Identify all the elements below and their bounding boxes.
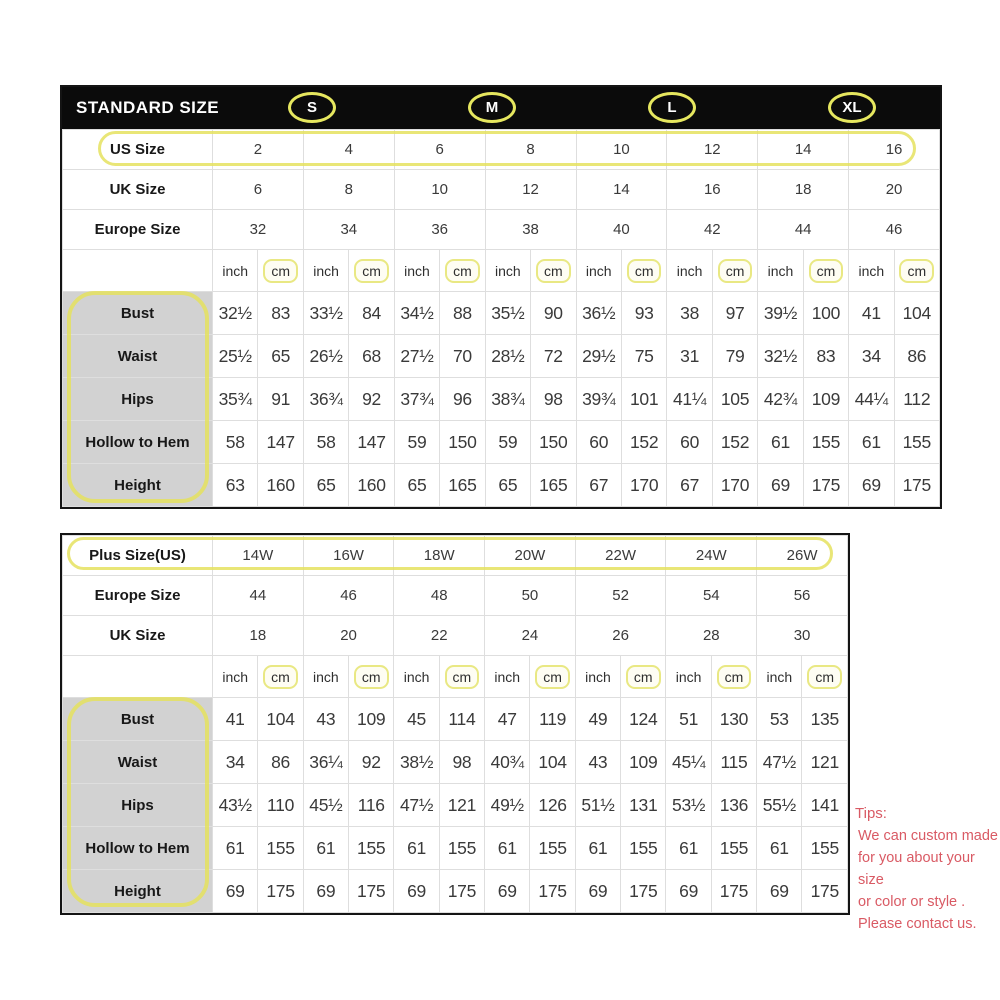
size-value-cell: 4 [303, 130, 394, 170]
measure-value-cell: 150 [531, 421, 576, 464]
measure-value-cell: 155 [621, 827, 666, 870]
size-row-label: UK Size [63, 616, 213, 656]
measure-value-cell: 69 [213, 870, 258, 913]
size-row [63, 536, 848, 576]
cm-unit-cell [894, 250, 939, 292]
measure-value-cell: 34 [849, 335, 894, 378]
size-value-cell: 18 [758, 170, 849, 210]
cm-highlight-box: cm [263, 665, 298, 689]
measure-value-cell: 135 [802, 698, 848, 741]
size-row [63, 210, 940, 250]
measure-value-cell: 58 [213, 421, 258, 464]
measure-row [63, 784, 848, 827]
measure-value-cell: 61 [394, 827, 439, 870]
size-value-cell: 30 [757, 616, 848, 656]
size-row-label: Europe Size [63, 210, 213, 250]
size-value-cell: 18W [394, 536, 485, 576]
measure-value-cell: 37¾ [394, 378, 439, 421]
size-value-cell: 14 [758, 130, 849, 170]
measure-value-cell: 175 [439, 870, 484, 913]
measure-value-cell: 124 [621, 698, 666, 741]
measure-value-cell: 110 [258, 784, 303, 827]
measure-value-cell: 175 [802, 870, 848, 913]
measure-row-label: Height [63, 464, 213, 507]
measure-value-cell: 38 [667, 292, 712, 335]
measure-row-label: Waist [63, 335, 213, 378]
unit-row-empty-cell [63, 250, 213, 292]
measure-value-cell: 175 [894, 464, 939, 507]
measure-value-cell: 96 [440, 378, 485, 421]
size-value-cell: 16W [303, 536, 394, 576]
measure-value-cell: 47 [485, 698, 530, 741]
measure-row [63, 698, 848, 741]
measure-value-cell: 109 [621, 741, 666, 784]
measure-value-cell: 39½ [758, 292, 803, 335]
measure-value-cell: 86 [894, 335, 939, 378]
measure-value-cell: 47½ [394, 784, 439, 827]
measure-value-cell: 59 [394, 421, 439, 464]
measure-value-cell: 51½ [575, 784, 620, 827]
measure-value-cell: 91 [258, 378, 303, 421]
measure-value-cell: 136 [711, 784, 756, 827]
cm-highlight-box: cm [535, 665, 570, 689]
measure-value-cell: 69 [394, 870, 439, 913]
measure-row-label: Hips [63, 378, 213, 421]
measure-row-label: Bust [63, 292, 213, 335]
size-value-cell: 50 [485, 576, 576, 616]
measure-value-cell: 51 [666, 698, 711, 741]
size-value-cell: 10 [394, 170, 485, 210]
measure-value-cell: 43½ [213, 784, 258, 827]
measure-value-cell: 88 [440, 292, 485, 335]
unit-row [63, 656, 848, 698]
measure-value-cell: 43 [303, 698, 348, 741]
measure-value-cell: 121 [439, 784, 484, 827]
measure-value-cell: 155 [439, 827, 484, 870]
size-row-label: Europe Size [63, 576, 213, 616]
measure-value-cell: 41¼ [667, 378, 712, 421]
measure-value-cell: 175 [621, 870, 666, 913]
inch-unit-cell: inch [213, 250, 258, 292]
measure-row-label: Bust [63, 698, 213, 741]
cm-highlight-box: cm [536, 259, 571, 283]
measure-value-cell: 126 [530, 784, 575, 827]
measure-value-cell: 69 [757, 870, 802, 913]
measure-value-cell: 47½ [757, 741, 802, 784]
size-value-cell: 14W [213, 536, 304, 576]
inch-unit-cell: inch [394, 250, 439, 292]
size-oval-l: L [648, 92, 696, 123]
inch-unit-cell: inch [666, 656, 711, 698]
cm-highlight-box: cm [354, 259, 389, 283]
size-row [63, 130, 940, 170]
cm-unit-cell [258, 656, 303, 698]
measure-value-cell: 170 [712, 464, 757, 507]
cm-unit-cell [711, 656, 756, 698]
measure-value-cell: 61 [849, 421, 894, 464]
measure-value-cell: 175 [803, 464, 848, 507]
measure-value-cell: 93 [621, 292, 666, 335]
measure-value-cell: 61 [575, 827, 620, 870]
inch-unit-cell: inch [758, 250, 803, 292]
size-value-cell: 10 [576, 130, 667, 170]
cm-unit-cell [712, 250, 757, 292]
tips-line: Please contact us. [858, 916, 977, 932]
measure-value-cell: 69 [666, 870, 711, 913]
tips-note [855, 803, 1000, 935]
measure-value-cell: 55½ [757, 784, 802, 827]
size-value-cell: 56 [757, 576, 848, 616]
inch-unit-cell: inch [667, 250, 712, 292]
measure-value-cell: 160 [258, 464, 303, 507]
measure-row-label: Hollow to Hem [63, 827, 213, 870]
measure-value-cell: 53½ [666, 784, 711, 827]
cm-unit-cell [258, 250, 303, 292]
measure-value-cell: 61 [666, 827, 711, 870]
size-value-cell: 6 [213, 170, 304, 210]
measure-value-cell: 165 [531, 464, 576, 507]
tips-line: We can custom made [858, 828, 998, 844]
unit-row [63, 250, 940, 292]
measure-value-cell: 40¾ [485, 741, 530, 784]
size-row [63, 576, 848, 616]
measure-value-cell: 83 [258, 292, 303, 335]
measure-value-cell: 160 [349, 464, 394, 507]
cm-unit-cell [349, 656, 394, 698]
size-value-cell: 22 [394, 616, 485, 656]
inch-unit-cell: inch [485, 250, 530, 292]
measure-value-cell: 101 [621, 378, 666, 421]
measure-value-cell: 155 [349, 827, 394, 870]
measure-value-cell: 26½ [303, 335, 348, 378]
size-oval-s: S [288, 92, 336, 123]
measure-value-cell: 65 [485, 464, 530, 507]
measure-value-cell: 109 [803, 378, 848, 421]
measure-value-cell: 92 [349, 741, 394, 784]
measure-row-label: Waist [63, 741, 213, 784]
cm-highlight-box: cm [626, 665, 661, 689]
measure-value-cell: 27½ [394, 335, 439, 378]
measure-value-cell: 90 [531, 292, 576, 335]
cm-highlight-box: cm [354, 665, 389, 689]
measure-value-cell: 34 [213, 741, 258, 784]
size-value-cell: 16 [849, 130, 940, 170]
size-value-cell: 44 [213, 576, 304, 616]
cm-unit-cell [621, 250, 666, 292]
measure-value-cell: 28½ [485, 335, 530, 378]
standard-size-grid [62, 129, 940, 507]
size-value-cell: 16 [667, 170, 758, 210]
measure-value-cell: 130 [711, 698, 756, 741]
size-oval-xl: XL [828, 92, 876, 123]
measure-row [63, 335, 940, 378]
cm-highlight-box: cm [807, 665, 842, 689]
inch-unit-cell: inch [213, 656, 258, 698]
measure-value-cell: 155 [802, 827, 848, 870]
measure-value-cell: 36¾ [303, 378, 348, 421]
size-value-cell: 36 [394, 210, 485, 250]
measure-row [63, 870, 848, 913]
size-value-cell: 24 [485, 616, 576, 656]
tips-title: Tips: [855, 805, 887, 822]
size-value-cell: 54 [666, 576, 757, 616]
measure-value-cell: 29½ [576, 335, 621, 378]
measure-value-cell: 45½ [303, 784, 348, 827]
size-value-cell: 48 [394, 576, 485, 616]
size-value-cell: 6 [394, 130, 485, 170]
measure-value-cell: 33½ [303, 292, 348, 335]
size-value-cell: 38 [485, 210, 576, 250]
measure-value-cell: 114 [439, 698, 484, 741]
measure-value-cell: 49½ [485, 784, 530, 827]
measure-value-cell: 69 [575, 870, 620, 913]
measure-value-cell: 170 [621, 464, 666, 507]
measure-value-cell: 32½ [758, 335, 803, 378]
inch-unit-cell: inch [576, 250, 621, 292]
measure-value-cell: 35¾ [213, 378, 258, 421]
measure-value-cell: 68 [349, 335, 394, 378]
cm-highlight-box: cm [445, 259, 480, 283]
size-value-cell: 12 [667, 130, 758, 170]
size-value-cell: 52 [575, 576, 666, 616]
size-value-cell: 22W [575, 536, 666, 576]
measure-value-cell: 60 [667, 421, 712, 464]
cm-highlight-box: cm [717, 665, 752, 689]
measure-value-cell: 155 [803, 421, 848, 464]
measure-value-cell: 104 [894, 292, 939, 335]
measure-row [63, 292, 940, 335]
size-value-cell: 12 [485, 170, 576, 210]
measure-value-cell: 61 [758, 421, 803, 464]
measure-value-cell: 165 [440, 464, 485, 507]
measure-value-cell: 32½ [213, 292, 258, 335]
measure-row-label: Hips [63, 784, 213, 827]
cm-unit-cell [530, 656, 575, 698]
standard-size-header-bar [62, 87, 940, 129]
standard-size-title: STANDARD SIZE [76, 98, 220, 117]
measure-value-cell: 36¼ [303, 741, 348, 784]
measure-value-cell: 59 [485, 421, 530, 464]
measure-value-cell: 53 [757, 698, 802, 741]
measure-value-cell: 31 [667, 335, 712, 378]
measure-row-label: Height [63, 870, 213, 913]
size-value-cell: 2 [213, 130, 304, 170]
measure-value-cell: 63 [213, 464, 258, 507]
measure-value-cell: 86 [258, 741, 303, 784]
measure-value-cell: 109 [349, 698, 394, 741]
plus-size-grid [62, 535, 848, 913]
inch-unit-cell: inch [849, 250, 894, 292]
size-value-cell: 14 [576, 170, 667, 210]
measure-value-cell: 38¾ [485, 378, 530, 421]
measure-value-cell: 25½ [213, 335, 258, 378]
cm-unit-cell [439, 656, 484, 698]
measure-value-cell: 61 [303, 827, 348, 870]
cm-unit-cell [621, 656, 666, 698]
measure-value-cell: 65 [258, 335, 303, 378]
measure-row [63, 378, 940, 421]
measure-value-cell: 155 [711, 827, 756, 870]
inch-unit-cell: inch [303, 656, 348, 698]
size-value-cell: 26W [757, 536, 848, 576]
measure-value-cell: 65 [303, 464, 348, 507]
measure-value-cell: 147 [258, 421, 303, 464]
size-row [63, 170, 940, 210]
size-value-cell: 26 [575, 616, 666, 656]
measure-value-cell: 45¼ [666, 741, 711, 784]
measure-value-cell: 69 [849, 464, 894, 507]
measure-value-cell: 112 [894, 378, 939, 421]
size-row-label: Plus Size(US) [63, 536, 213, 576]
measure-value-cell: 38½ [394, 741, 439, 784]
measure-value-cell: 44¼ [849, 378, 894, 421]
measure-value-cell: 150 [440, 421, 485, 464]
measure-value-cell: 147 [349, 421, 394, 464]
plus-size-table [60, 533, 850, 915]
size-value-cell: 34 [303, 210, 394, 250]
size-oval-m: M [468, 92, 516, 123]
measure-value-cell: 175 [711, 870, 756, 913]
measure-value-cell: 152 [712, 421, 757, 464]
measure-value-cell: 105 [712, 378, 757, 421]
measure-value-cell: 92 [349, 378, 394, 421]
measure-value-cell: 43 [575, 741, 620, 784]
measure-value-cell: 155 [530, 827, 575, 870]
cm-unit-cell [349, 250, 394, 292]
measure-value-cell: 175 [530, 870, 575, 913]
measure-value-cell: 97 [712, 292, 757, 335]
size-value-cell: 32 [213, 210, 304, 250]
measure-value-cell: 141 [802, 784, 848, 827]
measure-value-cell: 79 [712, 335, 757, 378]
measure-value-cell: 175 [258, 870, 303, 913]
measure-row [63, 421, 940, 464]
size-value-cell: 42 [667, 210, 758, 250]
size-value-cell: 20 [849, 170, 940, 210]
measure-value-cell: 72 [531, 335, 576, 378]
size-row-label: US Size [63, 130, 213, 170]
measure-value-cell: 49 [575, 698, 620, 741]
inch-unit-cell: inch [575, 656, 620, 698]
measure-value-cell: 155 [894, 421, 939, 464]
measure-value-cell: 60 [576, 421, 621, 464]
size-value-cell: 28 [666, 616, 757, 656]
measure-value-cell: 42¾ [758, 378, 803, 421]
measure-value-cell: 45 [394, 698, 439, 741]
measure-value-cell: 35½ [485, 292, 530, 335]
standard-size-table [60, 85, 942, 509]
measure-value-cell: 69 [303, 870, 348, 913]
tips-line: or color or style . [858, 894, 966, 910]
measure-value-cell: 84 [349, 292, 394, 335]
tips-line: for you about your size [858, 850, 975, 888]
inch-unit-cell: inch [757, 656, 802, 698]
measure-value-cell: 152 [621, 421, 666, 464]
measure-value-cell: 119 [530, 698, 575, 741]
cm-highlight-box: cm [809, 259, 844, 283]
measure-value-cell: 98 [439, 741, 484, 784]
measure-value-cell: 65 [394, 464, 439, 507]
measure-value-cell: 58 [303, 421, 348, 464]
measure-value-cell: 41 [213, 698, 258, 741]
measure-value-cell: 67 [667, 464, 712, 507]
measure-value-cell: 61 [757, 827, 802, 870]
measure-value-cell: 98 [531, 378, 576, 421]
measure-value-cell: 67 [576, 464, 621, 507]
measure-value-cell: 121 [802, 741, 848, 784]
size-value-cell: 24W [666, 536, 757, 576]
measure-value-cell: 70 [440, 335, 485, 378]
measure-value-cell: 69 [485, 870, 530, 913]
measure-value-cell: 83 [803, 335, 848, 378]
measure-row-label: Hollow to Hem [63, 421, 213, 464]
measure-row [63, 827, 848, 870]
measure-value-cell: 115 [711, 741, 756, 784]
size-value-cell: 46 [849, 210, 940, 250]
measure-value-cell: 100 [803, 292, 848, 335]
cm-highlight-box: cm [627, 259, 662, 283]
measure-row [63, 464, 940, 507]
size-value-cell: 8 [485, 130, 576, 170]
measure-value-cell: 175 [349, 870, 394, 913]
measure-value-cell: 61 [213, 827, 258, 870]
size-row [63, 616, 848, 656]
cm-unit-cell [440, 250, 485, 292]
cm-unit-cell [531, 250, 576, 292]
size-row-label: UK Size [63, 170, 213, 210]
cm-highlight-box: cm [445, 665, 480, 689]
measure-value-cell: 39¾ [576, 378, 621, 421]
size-value-cell: 44 [758, 210, 849, 250]
measure-value-cell: 155 [258, 827, 303, 870]
measure-value-cell: 36½ [576, 292, 621, 335]
size-value-cell: 40 [576, 210, 667, 250]
measure-value-cell: 34½ [394, 292, 439, 335]
cm-highlight-box: cm [899, 259, 934, 283]
measure-value-cell: 61 [485, 827, 530, 870]
measure-value-cell: 75 [621, 335, 666, 378]
unit-row-empty-cell [63, 656, 213, 698]
size-value-cell: 8 [303, 170, 394, 210]
size-value-cell: 20W [485, 536, 576, 576]
measure-value-cell: 41 [849, 292, 894, 335]
inch-unit-cell: inch [394, 656, 439, 698]
inch-unit-cell: inch [303, 250, 348, 292]
inch-unit-cell: inch [485, 656, 530, 698]
cm-highlight-box: cm [263, 259, 298, 283]
measure-value-cell: 104 [530, 741, 575, 784]
measure-row [63, 741, 848, 784]
measure-value-cell: 104 [258, 698, 303, 741]
measure-value-cell: 69 [758, 464, 803, 507]
size-value-cell: 46 [303, 576, 394, 616]
cm-highlight-box: cm [718, 259, 753, 283]
cm-unit-cell [802, 656, 848, 698]
cm-unit-cell [803, 250, 848, 292]
size-value-cell: 20 [303, 616, 394, 656]
measure-value-cell: 116 [349, 784, 394, 827]
measure-value-cell: 131 [621, 784, 666, 827]
size-value-cell: 18 [213, 616, 304, 656]
